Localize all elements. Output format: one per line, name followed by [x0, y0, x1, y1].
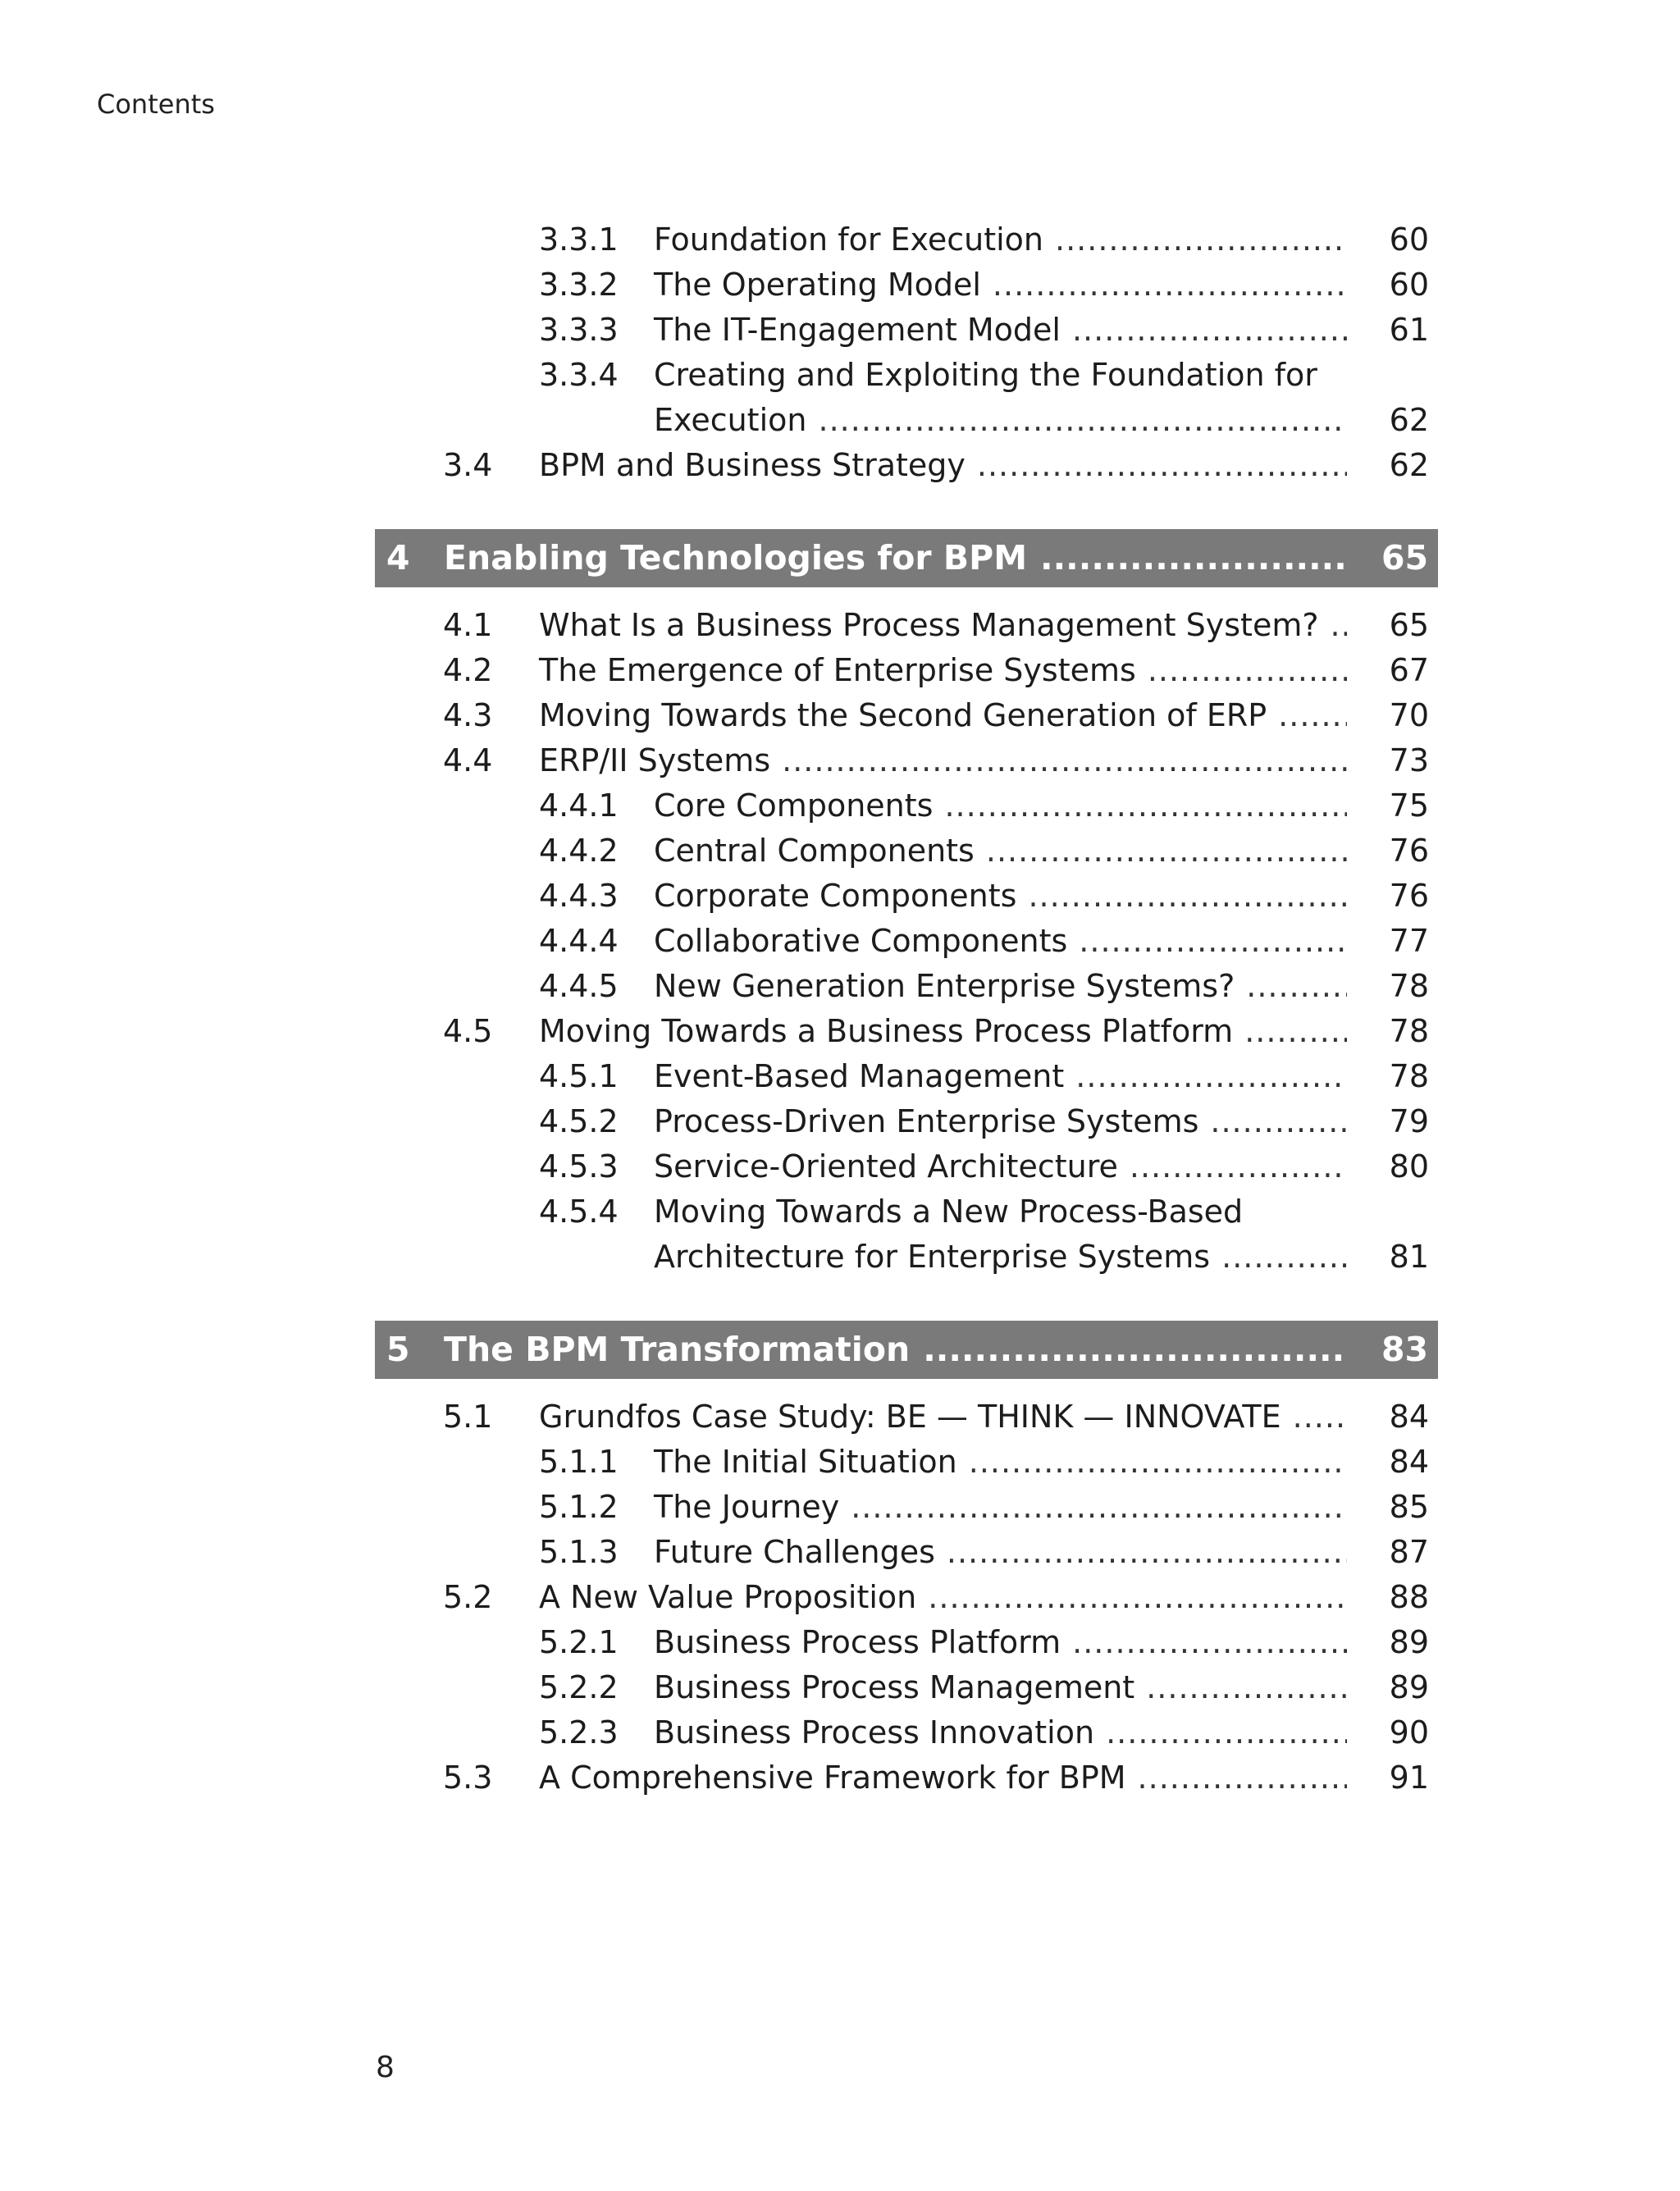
toc-entry[interactable]: [539, 919, 1429, 964]
entry-number: 5.1: [443, 1399, 493, 1435]
entry-page: 91: [1389, 1760, 1429, 1796]
chapter-title: The BPM Transformation: [444, 1330, 911, 1369]
leader-dots: [1293, 1394, 1347, 1440]
leader-dots: [818, 398, 1347, 443]
toc-entry-continuation[interactable]: [654, 1235, 1429, 1280]
entry-number: 5.1.2: [539, 1489, 619, 1525]
entry-page: 78: [1389, 1013, 1429, 1049]
leader-dots: [782, 738, 1347, 783]
entry-number: 4.4.1: [539, 787, 619, 824]
entry-page: 87: [1389, 1534, 1429, 1570]
entry-number: 4.5.4: [539, 1194, 619, 1230]
entry-number: 3.3.1: [539, 221, 619, 258]
leader-dots: [944, 783, 1347, 828]
entry-title: The Initial Situation: [654, 1444, 957, 1480]
entry-page: 76: [1389, 833, 1429, 869]
entry-page: 76: [1389, 878, 1429, 914]
leader-dots: [1075, 1054, 1347, 1099]
toc-entry[interactable]: [539, 1440, 1429, 1485]
entry-number: 4.5.3: [539, 1148, 619, 1185]
entry-page: 60: [1389, 267, 1429, 303]
entry-page: 88: [1389, 1579, 1429, 1615]
toc-entry[interactable]: [539, 874, 1429, 919]
leader-dots: [928, 1575, 1347, 1620]
entry-title: Business Process Innovation: [654, 1714, 1095, 1751]
entry-title: Moving Towards a Business Process Platform: [539, 1013, 1234, 1049]
entry-number: 4.4.5: [539, 968, 619, 1004]
entry-title: The Journey: [654, 1489, 840, 1525]
entry-title: Process-Driven Enterprise Systems: [654, 1103, 1199, 1139]
entry-page: 73: [1389, 742, 1429, 778]
entry-title: The Emergence of Enterprise Systems: [539, 652, 1136, 688]
chapter-heading[interactable]: [375, 1321, 1438, 1379]
entry-title: Future Challenges: [654, 1534, 935, 1570]
leader-dots: [1130, 1144, 1347, 1189]
entry-page: 62: [1389, 402, 1429, 438]
running-head: Contents: [97, 89, 215, 120]
entry-title: Collaborative Components: [654, 923, 1068, 959]
entry-page: 78: [1389, 968, 1429, 1004]
chapter-title: Enabling Technologies for BPM: [444, 538, 1028, 577]
chapter-page: 65: [1381, 538, 1428, 577]
toc-entry[interactable]: [539, 1099, 1429, 1144]
entry-number: 4.5.2: [539, 1103, 619, 1139]
leader-dots: [1246, 964, 1347, 1009]
entry-title: Business Process Management: [654, 1669, 1135, 1705]
toc-entry[interactable]: [443, 1394, 1429, 1440]
toc-entry-continuation[interactable]: [654, 398, 1429, 443]
chapter-heading[interactable]: [375, 529, 1438, 587]
entry-number: 5.1.1: [539, 1444, 619, 1480]
entry-title: The IT-Engagement Model: [654, 312, 1061, 348]
entry-number: 5.2.3: [539, 1714, 619, 1751]
leader-dots: [1244, 1009, 1347, 1054]
toc-entry[interactable]: [443, 693, 1429, 738]
entry-page: 90: [1389, 1714, 1429, 1751]
leader-dots: [1072, 308, 1347, 353]
entry-title: Moving Towards a New Process-Based: [654, 1194, 1244, 1230]
entry-title: Moving Towards the Second Generation of ERP: [539, 697, 1267, 733]
entry-number: 5.1.3: [539, 1534, 619, 1570]
entry-number: 5.2.2: [539, 1669, 619, 1705]
entry-number: 5.2.1: [539, 1624, 619, 1660]
toc-entry[interactable]: [539, 1620, 1429, 1665]
entry-number: 3.3.4: [539, 357, 619, 393]
toc-entry[interactable]: [539, 1144, 1429, 1189]
entry-title: Execution: [654, 402, 807, 438]
entry-title: Central Components: [654, 833, 975, 869]
entry-page: 84: [1389, 1399, 1429, 1435]
entry-page: 89: [1389, 1669, 1429, 1705]
leader-dots: [1278, 693, 1347, 738]
chapter-page: 83: [1381, 1330, 1428, 1369]
entry-title: ERP/II Systems: [539, 742, 771, 778]
entry-number: 3.4: [443, 447, 493, 483]
entry-number: 4.4.2: [539, 833, 619, 869]
leader-dots: [947, 1530, 1347, 1575]
entry-title: Architecture for Enterprise Systems: [654, 1239, 1211, 1275]
toc-entry[interactable]: [443, 1009, 1429, 1054]
entry-number: 4.3: [443, 697, 493, 733]
leader-dots: [986, 828, 1347, 874]
entry-number: 5.3: [443, 1760, 493, 1796]
toc-entry[interactable]: [539, 1530, 1429, 1575]
toc-entry[interactable]: [539, 1710, 1429, 1755]
entry-page: 75: [1389, 787, 1429, 824]
toc-entry[interactable]: [539, 217, 1429, 262]
entry-title: BPM and Business Strategy: [539, 447, 966, 483]
entry-page: 81: [1389, 1239, 1429, 1275]
toc-entry[interactable]: [539, 1665, 1429, 1710]
leader-dots: [977, 443, 1347, 488]
entry-page: 65: [1389, 607, 1429, 643]
leader-dots: [1040, 529, 1346, 587]
leader-dots: [1221, 1235, 1347, 1280]
toc-entry[interactable]: [443, 1575, 1429, 1620]
entry-number: 3.3.2: [539, 267, 619, 303]
toc-entry[interactable]: [443, 443, 1429, 488]
entry-number: 4.4.3: [539, 878, 619, 914]
leader-dots: [1106, 1710, 1347, 1755]
toc-entry[interactable]: [539, 1054, 1429, 1099]
leader-dots: [1138, 1755, 1347, 1801]
entry-number: 4.2: [443, 652, 493, 688]
entry-title: Business Process Platform: [654, 1624, 1061, 1660]
entry-title: Service-Oriented Architecture: [654, 1148, 1118, 1185]
chapter-number: 5: [386, 1330, 410, 1369]
leader-dots: [923, 1321, 1346, 1379]
leader-dots: [993, 262, 1347, 308]
entry-page: 80: [1389, 1148, 1429, 1185]
entry-number: 4.1: [443, 607, 493, 643]
leader-dots: [1055, 217, 1347, 262]
entry-page: 67: [1389, 652, 1429, 688]
toc-entry[interactable]: [443, 603, 1429, 648]
entry-page: 89: [1389, 1624, 1429, 1660]
entry-title: A Comprehensive Framework for BPM: [539, 1760, 1126, 1796]
entry-number: 3.3.3: [539, 312, 619, 348]
toc-entry[interactable]: [539, 828, 1429, 874]
entry-page: 77: [1389, 923, 1429, 959]
entry-title: Core Components: [654, 787, 934, 824]
entry-page: 60: [1389, 221, 1429, 258]
entry-title: Corporate Components: [654, 878, 1017, 914]
entry-page: 84: [1389, 1444, 1429, 1480]
entry-title: A New Value Proposition: [539, 1579, 917, 1615]
chapter-number: 4: [386, 538, 410, 577]
entry-page: 61: [1389, 312, 1429, 348]
toc-entry[interactable]: [539, 1189, 1429, 1235]
leader-dots: [1210, 1099, 1347, 1144]
leader-dots: [1028, 874, 1347, 919]
entry-page: 62: [1389, 447, 1429, 483]
entry-title: Creating and Exploiting the Foundation for: [654, 357, 1317, 393]
entry-title: Grundfos Case Study: BE — THINK — INNOVATE: [539, 1399, 1281, 1435]
leader-dots: [1072, 1620, 1347, 1665]
entry-number: 4.4.4: [539, 923, 619, 959]
entry-title: New Generation Enterprise Systems?: [654, 968, 1235, 1004]
entry-page: 78: [1389, 1058, 1429, 1094]
toc-entry[interactable]: [443, 648, 1429, 693]
toc-entry[interactable]: [539, 1485, 1429, 1530]
leader-dots: [969, 1440, 1347, 1485]
entry-page: 79: [1389, 1103, 1429, 1139]
entry-number: 4.5.1: [539, 1058, 619, 1094]
leader-dots: [1148, 648, 1347, 693]
leader-dots: [1146, 1665, 1347, 1710]
toc-entry[interactable]: [539, 308, 1429, 353]
entry-title: The Operating Model: [654, 267, 981, 303]
page-number: 8: [376, 2051, 395, 2084]
entry-number: 4.4: [443, 742, 493, 778]
entry-title: Foundation for Execution: [654, 221, 1043, 258]
toc-entry[interactable]: [539, 262, 1429, 308]
toc-entry[interactable]: [539, 783, 1429, 828]
toc-entry[interactable]: [443, 738, 1429, 783]
entry-number: 5.2: [443, 1579, 493, 1615]
leader-dots: [1331, 603, 1347, 648]
entry-page: 85: [1389, 1489, 1429, 1525]
toc-entry[interactable]: [443, 1755, 1429, 1801]
toc-entry[interactable]: [539, 964, 1429, 1009]
toc-entry[interactable]: [539, 353, 1429, 398]
entry-number: 4.5: [443, 1013, 493, 1049]
leader-dots: [1079, 919, 1347, 964]
entry-title: Event-Based Management: [654, 1058, 1065, 1094]
entry-title: What Is a Business Process Management System?: [539, 607, 1319, 643]
leader-dots: [851, 1485, 1347, 1530]
entry-page: 70: [1389, 697, 1429, 733]
